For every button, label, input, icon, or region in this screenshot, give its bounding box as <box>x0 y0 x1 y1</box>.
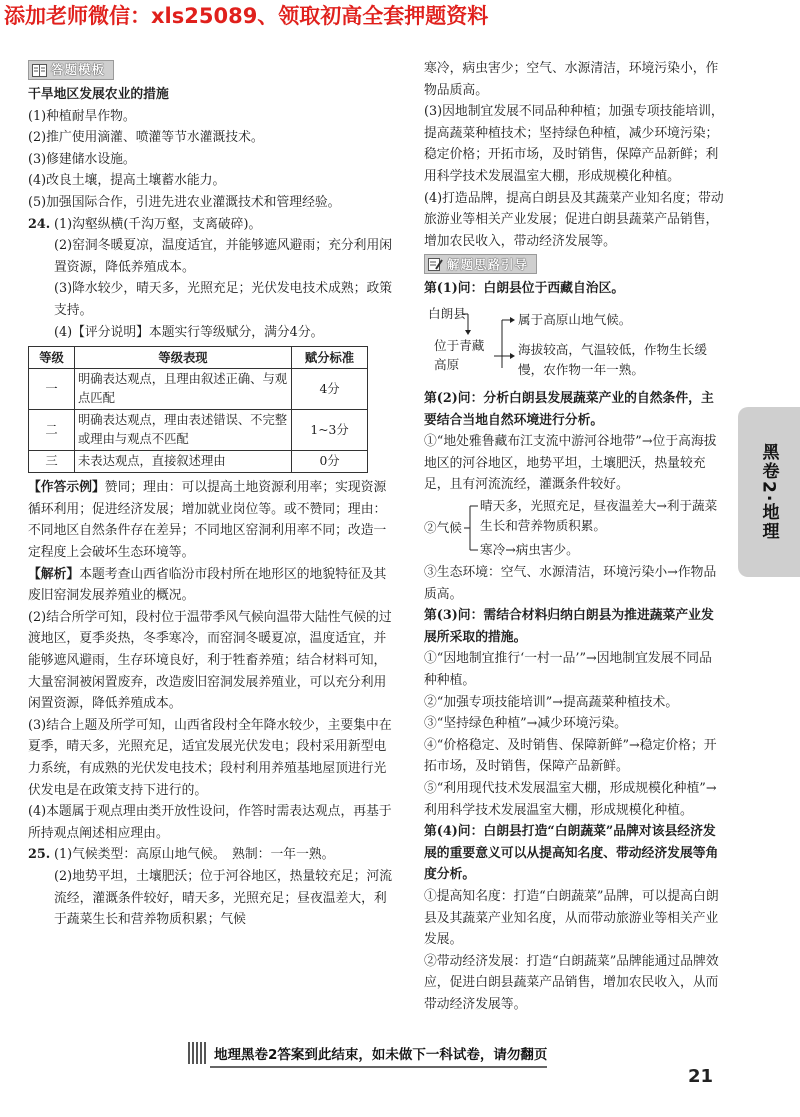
guide-tag <box>424 254 537 274</box>
diagram-node-cold: 寒冷→病虫害少。 <box>480 542 579 557</box>
guide-q2: 第(2)问：分析白朗县发展蔬菜产业的自然条件，主要结合当地自然环境进行分析。 <box>424 391 714 428</box>
guide-item: ①“地处雅鲁藏布江支流中游河谷地带”→位于高海拔地区的河谷地区，地势平坦，土壤肥沃，热量较充足，且有河流流经，灌溉条件较好。 <box>424 434 717 493</box>
guide-item: ②带动经济发展：打造“白朗蔬菜”品牌能通过品牌效应，促进白朗县蔬菜产品销售，增加农民收入，从而带动经济发展等。 <box>424 953 719 1012</box>
end-notice <box>188 1041 547 1065</box>
answer-line: (1)气候类型：高原山地气候。 熟制：一年一熟。 <box>54 847 335 863</box>
divider <box>210 1066 547 1068</box>
table-cell: 0分 <box>292 451 368 473</box>
answer-line: (2)地势平坦，土壤肥沃；位于河谷地区，热量较充足；河流流经，灌溉条件较好，晴天多，光照充足；昼夜温差大，利于蔬菜生长和营养物质积累；气候 <box>54 868 393 928</box>
answer-line: (3)因地制宜发展不同品种种植；加强专项技能培训，提高蔬菜种植技术；坚持绿色种植，减少环境污染；稳定价格；开拓市场，及时销售，保障产品新鲜；利用科学技术发展温室大棚，形成规模化种植。 <box>424 104 724 184</box>
q1-logic-diagram <box>428 300 728 388</box>
template-item: (5)加强国际合作，引进先进农业灌溉技术和管理经验。 <box>28 195 341 211</box>
guide-item: ③“坚持绿色种植”→减少环境污染。 <box>424 716 627 732</box>
template-item: (1)种植耐旱作物。 <box>28 108 136 124</box>
question-number: 24. <box>28 216 51 232</box>
guide-q3: 第(3)问：需结合材料归纳白朗县为推进蔬菜产业发展所采取的措施。 <box>424 608 714 645</box>
answer-line: 寒冷，病虫害少；空气、水源清洁，环境污染小，作物品质高。 <box>424 61 719 98</box>
analysis-text: (3)结合上题及所学可知，山西省段村全年降水较少，主要集中在夏季，晴天多，光照充足，适宜发展光伏发电；段村采用新型电力系统，有成熟的光伏发电技术；段村利用养殖基地屋顶进行光伏发电是在政策支持下进行的。 <box>28 717 392 798</box>
template-item: (2)推广使用滴灌、喷灌等节水灌溉技术。 <box>28 130 264 146</box>
guide-tag-label: 解题思路引导 <box>447 256 529 272</box>
table-header: 等级表现 <box>75 347 292 369</box>
diagram-node-climate-label: ②气候 <box>424 520 462 535</box>
question-24 <box>28 214 394 344</box>
diagram-node-climate: 属于高原山地气候。 <box>518 312 632 328</box>
example-answer <box>28 477 394 563</box>
pencil-note-icon <box>428 258 443 271</box>
table-cell: 明确表达观点，且理由叙述正确、与观点匹配 <box>75 369 292 410</box>
guide-item: ④“价格稳定、及时销售、保障新鲜”→稳定价格；开拓市场，及时销售，保障产品新鲜。 <box>424 737 717 775</box>
template-title: 干旱地区发展农业的措施 <box>28 87 169 103</box>
guide-item: ③生态环境：空气、水源清洁，环境污染小→作物品质高。 <box>424 565 717 602</box>
diagram-node-location: 位于青藏高原 <box>434 338 485 373</box>
grading-table <box>28 346 368 473</box>
analysis-text: (4)本题属于观点理由类开放性设问，作答时需表达观点，再基于所持观点阐述相应理由。 <box>28 804 392 841</box>
page-number: 21 <box>688 1066 714 1087</box>
table-cell: 4分 <box>292 369 368 410</box>
template-item: (4)改良土壤，提高土壤蓄水能力。 <box>28 173 226 189</box>
table-cell: 一 <box>29 369 75 410</box>
table-header: 赋分标准 <box>292 347 368 369</box>
table-header-row <box>29 347 368 369</box>
left-column <box>28 58 394 931</box>
table-row <box>29 369 368 410</box>
template-tag-label: 答题模板 <box>51 62 106 78</box>
side-tab-label: 黑卷2·地理 <box>758 442 779 542</box>
guide-item: ①“因地制宜推行‘一村一品’”→因地制宜发展不同品种种植。 <box>424 651 712 688</box>
analysis <box>28 564 394 607</box>
guide-q1: 第(1)问：白朗县位于西藏自治区。 <box>424 281 625 297</box>
table-row <box>29 451 368 473</box>
answer-line: (1)沟壑纵横(千沟万壑，支离破碎)。 <box>54 216 262 232</box>
question-number: 25. <box>28 847 51 863</box>
table-cell: 二 <box>29 410 75 451</box>
analysis-text: (2)结合所学可知，段村位于温带季风气候向温带大陆性气候的过渡地区，夏季炎热，冬季寒冷，而窑洞冬暖夏凉，温度适宜，并能够遮风避雨，生存环境良好，利于牲畜养殖；结合材料可知，大量窑洞被闲置废弃，改造废旧窑洞发展养殖业，可以充分利用闲置资源，降低养殖成本。 <box>28 609 392 712</box>
table-cell: 未表达观点，直接叙述理由 <box>75 451 292 473</box>
analysis-text: 本题考查山西省临汾市段村所在地形区的地貌特征及其废旧窑洞发展养殖业的概况。 <box>28 566 387 604</box>
right-column <box>424 58 724 1015</box>
guide-item: ②“加强专项技能培训”→提高蔬菜种植技术。 <box>424 694 679 710</box>
diagram-node-sunshine: 晴天多，光照充足，昼夜温差大→利于蔬菜生长和营养物质积累。 <box>480 498 718 533</box>
answer-line: (2)窑洞冬暖夏凉，温度适宜，并能够遮风避雨；充分利用闲置资源，降低养殖成本。 <box>54 238 393 275</box>
diagram-node-county: 白朗县 <box>428 306 466 322</box>
template-item: (3)修建储水设施。 <box>28 151 136 167</box>
table-row <box>29 410 368 451</box>
example-label: 【作答示例】 <box>28 480 105 496</box>
q2-climate-diagram <box>424 496 724 562</box>
section-side-tab <box>738 407 800 577</box>
table-cell: 明确表达观点，理由表述错误、不完整或理由与观点不匹配 <box>75 410 292 451</box>
guide-q4: 第(4)问：白朗县打造“白朗蔬菜”品牌对该县经济发展的重要意义可以从提高知名度、带动经济发展等角度分析。 <box>424 824 719 883</box>
guide-item: ①提高知名度：打造“白朗蔬菜”品牌，可以提高白朗县及其蔬菜产业知名度，从而带动旅游业等相关产业发展。 <box>424 888 719 948</box>
example-text: 赞同；理由：可以提高土地资源利用率；实现资源循环利用；促进经济发展；增加就业岗位等。或不赞同；理由：不同地区自然条件存在差异；不同地区窑洞利用率不同；改造一定程度上会破坏生态环境等。 <box>28 480 387 560</box>
answer-line: (3)降水较少，晴天多，光照充足；光伏发电技术成熟；政策支持。 <box>54 281 393 319</box>
template-tag <box>28 60 114 80</box>
end-notice-text: 地理黑卷2答案到此结束，如未做下一科试卷，请勿翻页 <box>214 1047 548 1063</box>
guide-item: ⑤“利用现代技术发展温室大棚，形成规模化种植”→利用科学技术发展温室大棚，形成规模化种植。 <box>424 780 717 818</box>
answer-line: (4)打造品牌，提高白朗县及其蔬菜产业知名度；带动旅游业等相关产业发展；促进白朗县蔬菜产品销售，增加农民收入，带动经济发展等。 <box>424 190 724 249</box>
table-cell: 1~3分 <box>292 410 368 451</box>
stripes-icon <box>188 1042 208 1064</box>
table-cell: 三 <box>29 451 75 473</box>
diagram-node-features: 海拔较高，气温较低，作物生长缓慢，农作物一年一熟。 <box>518 342 707 378</box>
table-header: 等级 <box>29 347 75 369</box>
analysis-label: 【解析】 <box>28 566 80 582</box>
book-icon <box>32 64 47 77</box>
answer-line: (4)【评分说明】本题实行等级赋分，满分4分。 <box>54 324 324 340</box>
question-25 <box>28 844 394 930</box>
watermark-banner: 添加老师微信：xls25089、领取初高全套押题资料 <box>4 4 489 28</box>
